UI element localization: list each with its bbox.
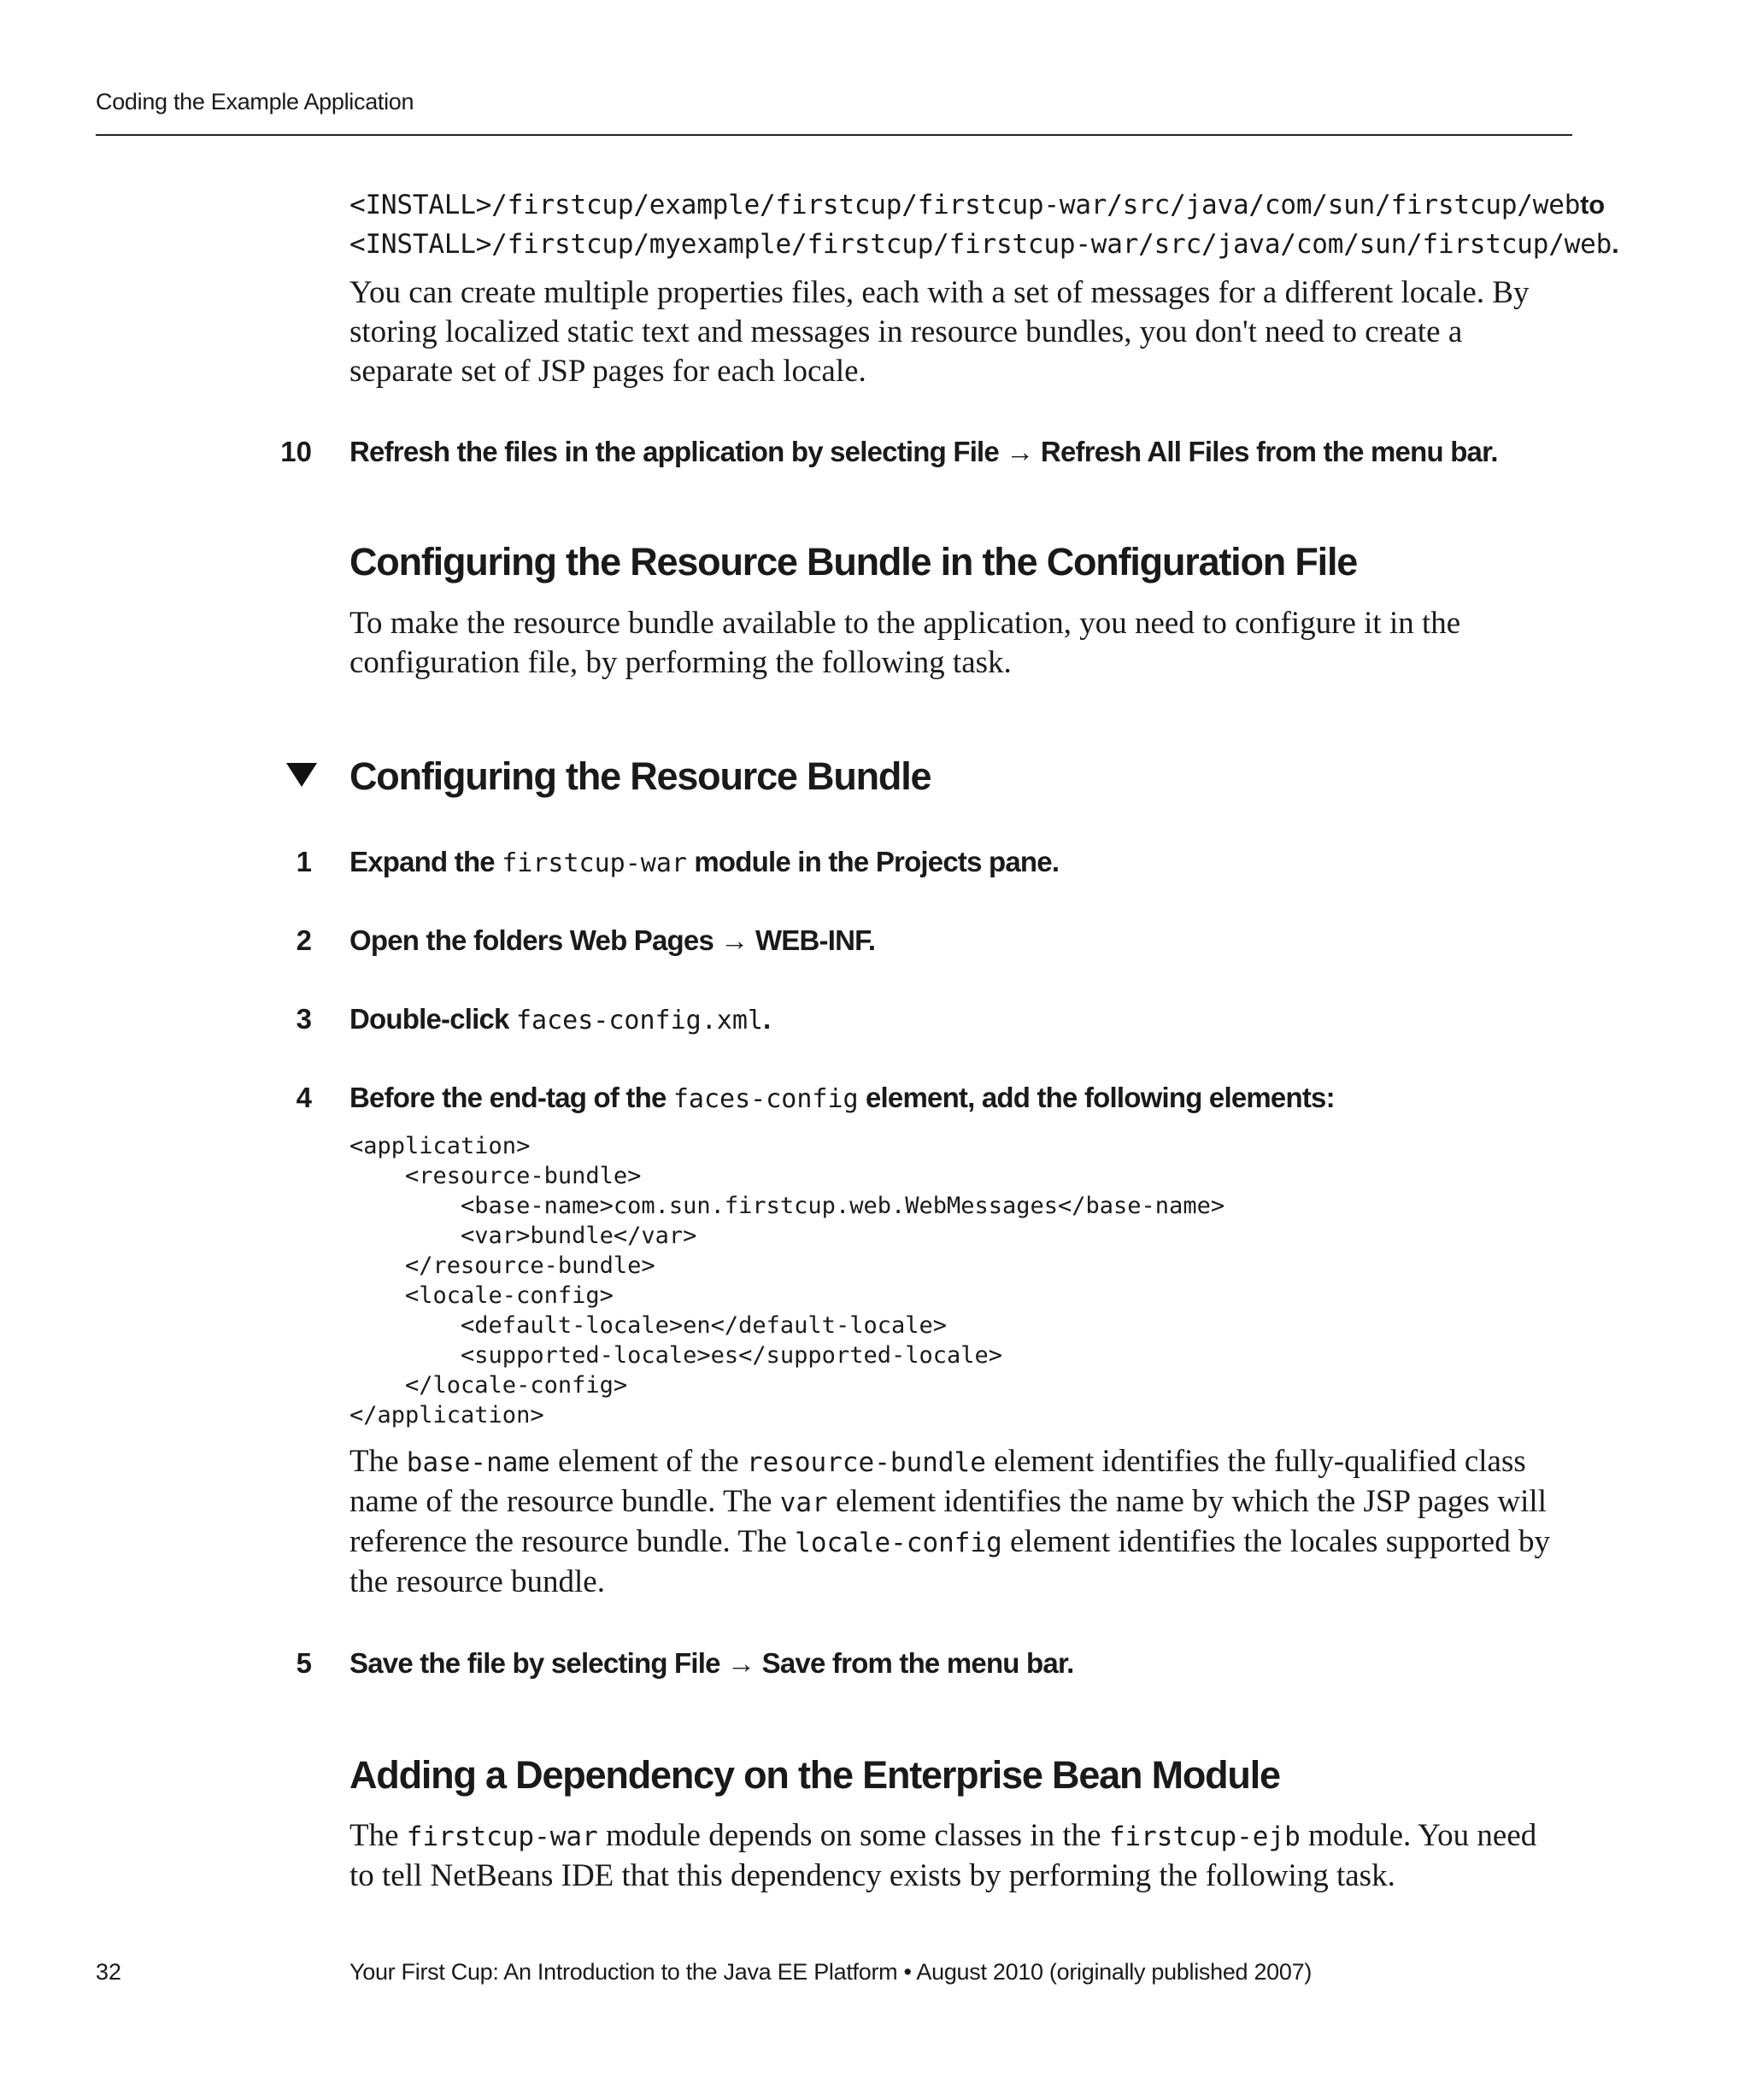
page-number: 32 xyxy=(96,1959,122,1985)
step-text-part: Before the end-tag of the xyxy=(349,1082,673,1113)
text-run: module. You need to tell NetBeans IDE that this dependency exists by performing the following task. xyxy=(349,1818,1537,1893)
step-text: Save the file by selecting File → Save from the menu bar. xyxy=(349,1647,1074,1679)
inline-code: faces-config.xml xyxy=(515,1006,763,1035)
inline-code: locale-config xyxy=(795,1528,1002,1558)
step-text-part: Expand the xyxy=(349,846,502,877)
code-block: <application> <resource-bundle> <base-name>com.sun.firstcup.web.WebMessages</base-name> <var>bundle</var> </resource-bundle> <locale-config> <default-locale>en</default-locale> <supported-locale>es</supported-locale> </locale-config> </application> xyxy=(349,1133,1225,1428)
section-paragraph xyxy=(349,1816,1563,1896)
inline-code: firstcup-war xyxy=(406,1821,598,1852)
section-paragraph: To make the resource bundle available to the application, you need to configure it in the configuration file, by performing the following task. xyxy=(349,606,1461,680)
path-1: <INSTALL>/firstcup/example/firstcup/firstcup-war/src/java/com/sun/firstcup/web xyxy=(349,190,1581,220)
inline-code: faces-config xyxy=(672,1084,859,1114)
inline-code: resource-bundle xyxy=(746,1447,986,1478)
step-text xyxy=(349,846,1597,878)
explanation-paragraph xyxy=(349,1442,1563,1602)
intro-paragraph: You can create multiple properties files, each with a set of messages for a different locale. By storing localized static text and messages in resource bundles, you don't need to create a separate set of JSP pages for each locale. xyxy=(349,275,1530,389)
step-number: 10 xyxy=(280,436,312,467)
step-number: 4 xyxy=(296,1082,312,1113)
step-text xyxy=(349,1003,1597,1035)
procedure-triangle-icon xyxy=(286,763,317,787)
inline-code: firstcup-war xyxy=(502,848,687,878)
path-line-2 xyxy=(349,229,1619,260)
path-2-suffix: . xyxy=(1612,229,1619,259)
header-rule xyxy=(96,134,1572,136)
step-text: Refresh the files in the application by selecting File → Refresh All Files from the menu bar. xyxy=(349,436,1498,467)
step-text-part: module in the Projects pane. xyxy=(686,846,1060,877)
text-run: element identifies the name by which the JSP pages will reference the resource bundle. The xyxy=(349,1484,1547,1559)
path-1-suffix: to xyxy=(1580,190,1606,220)
step-text: Open the folders Web Pages → WEB-INF. xyxy=(349,924,876,956)
step-text-part: element, add the following elements: xyxy=(858,1082,1335,1113)
text-run: The xyxy=(349,1444,407,1479)
step-number: 2 xyxy=(296,924,312,956)
text-run: element identifies the fully-qualified class name of the resource bundle. The xyxy=(349,1444,1526,1519)
step-text-part: Double-click xyxy=(349,1003,516,1035)
step-number: 1 xyxy=(296,846,312,877)
path-2: <INSTALL>/firstcup/myexample/firstcup/firstcup-war/src/java/com/sun/firstcup/web xyxy=(349,229,1612,260)
section-heading: Adding a Dependency on the Enterprise Bean Module xyxy=(349,1753,1280,1797)
step-number: 3 xyxy=(296,1003,312,1035)
text-run: The xyxy=(349,1818,407,1853)
step-number: 5 xyxy=(296,1647,312,1679)
footer-text: Your First Cup: An Introduction to the Java EE Platform • August 2010 (originally published 2007) xyxy=(349,1959,1312,1985)
text-run: module depends on some classes in the xyxy=(597,1818,1109,1853)
text-run: element of the xyxy=(549,1444,747,1479)
text-run: element identifies the locales supported by the resource bundle. xyxy=(349,1524,1550,1599)
step-text-part: . xyxy=(762,1003,771,1035)
inline-code: base-name xyxy=(406,1447,550,1478)
step-text xyxy=(349,1082,1597,1114)
path-line-1 xyxy=(349,190,1605,220)
section-heading: Configuring the Resource Bundle in the Configuration File xyxy=(349,540,1358,584)
running-head: Coding the Example Application xyxy=(96,89,414,114)
inline-code: var xyxy=(779,1487,828,1518)
procedure-heading: Configuring the Resource Bundle xyxy=(349,754,931,798)
inline-code: firstcup-ejb xyxy=(1108,1821,1301,1852)
